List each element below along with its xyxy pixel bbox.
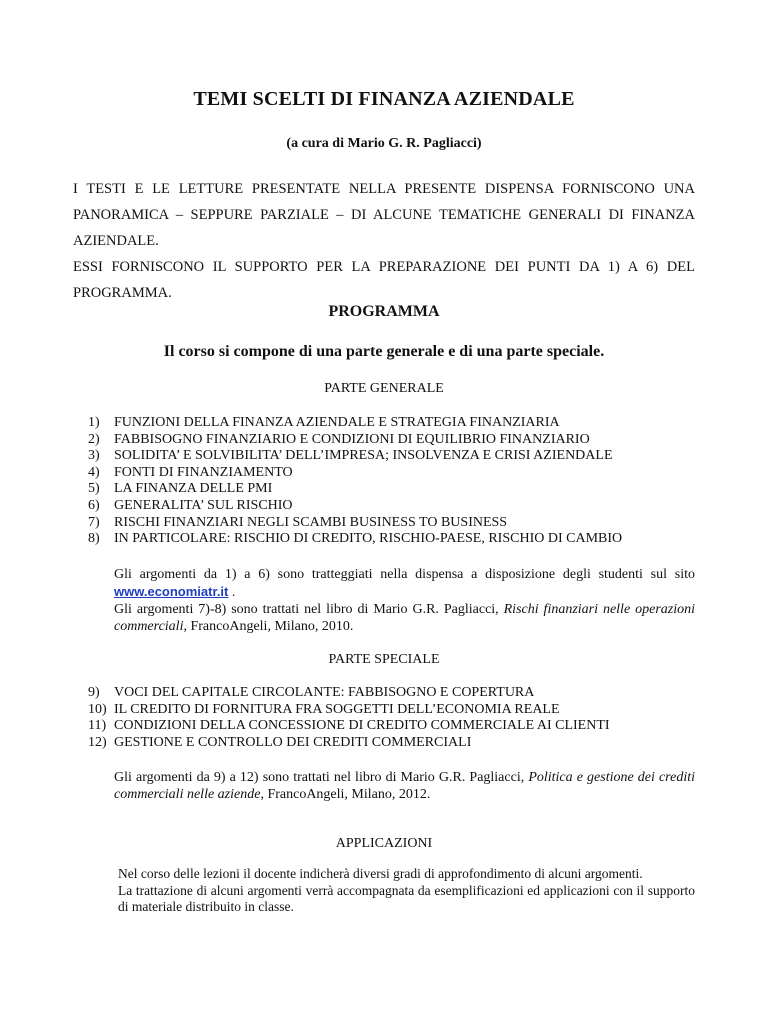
list-item: 4) FONTI DI FINANZIAMENTO (88, 464, 293, 480)
parte-generale-list (88, 415, 708, 548)
list-item: 1) FUNZIONI DELLA FINANZA AZIENDALE E STRATEGIA FINANZIARIA (88, 415, 560, 430)
list-item: 2) FABBISOGNO FINANZIARIO E CONDIZIONI DI EQUILIBRIO FINANZIARIO (88, 431, 590, 447)
list-item: 11) CONDIZIONI DELLA CONCESSIONE DI CREDITO COMMERCIALE AI CLIENTI (88, 718, 610, 734)
list-item: 7) RISCHI FINANZIARI NEGLI SCAMBI BUSINESS TO BUSINESS (88, 514, 508, 530)
economiatr-link[interactable]: www.economiatr.it (114, 584, 229, 599)
list-item: 5) LA FINANZA DELLE PMI (88, 481, 273, 497)
applicazioni-paragraph-2: La trattazione di alcuni argomenti verrà accompagnata da esemplificazioni ed applicazioni con il supporto di materiale distribuito in classe. (118, 882, 695, 914)
note-paragraph: Gli argomenti da 9) a 12) sono trattati nel libro di Mario G.R. Pagliacci, Politica e gestione dei crediti commerciali nelle aziende, FrancoAngeli, Milano, 2012. (114, 770, 695, 802)
list-item: 3) SOLIDITA’ E SOLVIBILITA’ DELL’IMPRESA; INSOLVENZA E CRISI AZIENDALE (88, 448, 613, 464)
applicazioni-paragraph-1: Nel corso delle lezioni il docente indicherà diversi gradi di approfondimento di alcuni argomenti. (118, 866, 643, 881)
list-item: 8) IN PARTICOLARE: RISCHIO DI CREDITO, RISCHIO-PAESE, RISCHIO DI CAMBIO (88, 531, 623, 547)
parte-generale-note (114, 566, 695, 635)
programma-subheading: Il corso si compone di una parte generale e di una parte speciale. (163, 343, 605, 360)
list-item: 10) IL CREDITO DI FORNITURA FRA SOGGETTI DELL’ECONOMIA REALE (88, 701, 560, 717)
document-subtitle: (a cura di Mario G. R. Pagliacci) (286, 136, 482, 151)
parte-speciale-note (114, 769, 695, 803)
list-item: 12) GESTIONE E CONTROLLO DEI CREDITI COMMERCIALI (88, 734, 472, 750)
parte-generale-heading: PARTE GENERALE (324, 381, 444, 396)
note-paragraph-1: Gli argomenti da 1) a 6) sono tratteggiati nella dispensa a disposizione degli studenti sul sito www.economiatr.it . (114, 567, 695, 600)
programma-heading: PROGRAMMA (328, 303, 440, 320)
list-item: 6) GENERALITA’ SUL RISCHIO (88, 497, 293, 513)
list-item: 9) VOCI DEL CAPITALE CIRCOLANTE: FABBISOGNO E COPERTURA (88, 685, 535, 700)
parte-speciale-list (88, 685, 708, 751)
parte-speciale-heading: PARTE SPECIALE (328, 652, 440, 667)
document-title: TEMI SCELTI DI FINANZA AZIENDALE (193, 88, 575, 110)
applicazioni-section (118, 866, 695, 916)
intro-paragraph-2: ESSI FORNISCONO IL SUPPORTO PER LA PREPARAZIONE DEI PUNTI DA 1) A 6) DEL PROGRAMMA. (73, 259, 695, 301)
intro-section (73, 176, 695, 306)
intro-paragraph-1: I TESTI E LE LETTURE PRESENTATE NELLA PRESENTE DISPENSA FORNISCONO UNA PANORAMICA – SEPPURE PARZIALE – DI ALCUNE TEMATICHE GENERALI DI FINANZA AZIENDALE. (73, 181, 695, 249)
applicazioni-heading: APPLICAZIONI (335, 836, 433, 851)
note-paragraph-2: Gli argomenti 7)-8) sono trattati nel libro di Mario G.R. Pagliacci, Rischi finanziari nelle operazioni commerciali, FrancoAngeli, Milano, 2010. (114, 602, 695, 634)
